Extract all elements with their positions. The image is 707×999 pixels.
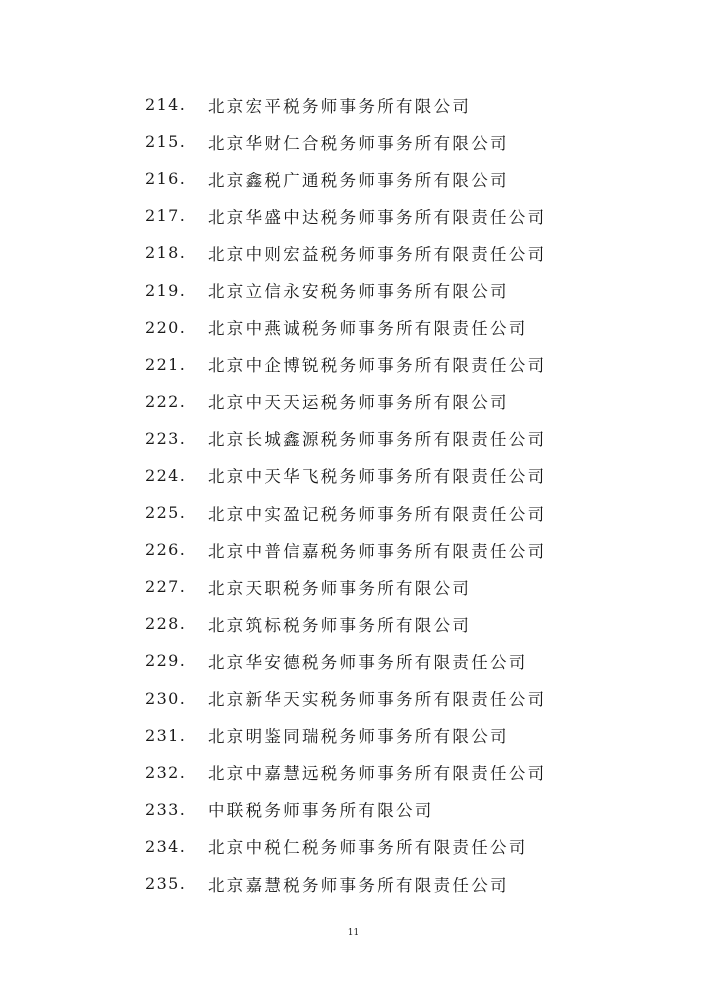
- list-item: [145, 605, 685, 642]
- item-number: 225.: [145, 503, 187, 523]
- list-item: [145, 494, 685, 531]
- list-item: [145, 865, 685, 902]
- firm-list: [145, 86, 685, 902]
- item-number: 214.: [145, 95, 187, 115]
- firm-name: 北京鑫税广通税务师事务所有限公司: [208, 170, 509, 190]
- firm-name: 北京筑标税务师事务所有限公司: [208, 615, 472, 635]
- list-item: [145, 123, 685, 160]
- list-item: [145, 531, 685, 568]
- firm-name: 北京中企博锐税务师事务所有限责任公司: [208, 356, 547, 376]
- list-item: [145, 680, 685, 717]
- item-number: 227.: [145, 577, 187, 597]
- item-number: 235.: [145, 874, 187, 894]
- item-number: 216.: [145, 169, 187, 189]
- list-item: [145, 568, 685, 605]
- item-number: 228.: [145, 614, 187, 634]
- list-item: [145, 271, 685, 308]
- item-number: 229.: [145, 651, 187, 671]
- firm-name: 北京中嘉慧远税务师事务所有限责任公司: [208, 764, 547, 784]
- firm-name: 北京长城鑫源税务师事务所有限责任公司: [208, 430, 547, 450]
- item-number: 215.: [145, 132, 187, 152]
- firm-name: 北京中普信嘉税务师事务所有限责任公司: [208, 541, 547, 561]
- firm-name: 北京中天华飞税务师事务所有限责任公司: [208, 467, 547, 487]
- item-number: 226.: [145, 540, 187, 560]
- item-number: 230.: [145, 688, 187, 708]
- list-item: [145, 717, 685, 754]
- firm-name: 北京华安德税务师事务所有限责任公司: [208, 652, 528, 672]
- item-number: 223.: [145, 428, 187, 448]
- firm-name: 北京中燕诚税务师事务所有限责任公司: [208, 319, 528, 339]
- item-number: 234.: [145, 836, 187, 856]
- firm-name: 北京立信永安税务师事务所有限公司: [208, 282, 509, 302]
- firm-name: 中联税务师事务所有限公司: [208, 801, 434, 821]
- firm-name: 北京明鉴同瑞税务师事务所有限公司: [208, 727, 509, 747]
- list-item: [145, 86, 685, 123]
- list-item: [145, 383, 685, 420]
- list-item: [145, 754, 685, 791]
- firm-name: 北京中税仁税务师事务所有限责任公司: [208, 838, 528, 858]
- firm-name: 北京华财仁合税务师事务所有限公司: [208, 133, 509, 153]
- firm-name: 北京天职税务师事务所有限公司: [208, 578, 472, 598]
- firm-name: 北京中则宏益税务师事务所有限责任公司: [208, 244, 547, 264]
- item-number: 222.: [145, 391, 187, 411]
- list-item: [145, 234, 685, 271]
- firm-name: 北京中天天运税务师事务所有限公司: [208, 393, 509, 413]
- list-item: [145, 346, 685, 383]
- firm-name: 北京华盛中达税务师事务所有限责任公司: [208, 207, 547, 227]
- list-item: [145, 828, 685, 865]
- list-item: [145, 309, 685, 346]
- item-number: 232.: [145, 762, 187, 782]
- list-item: [145, 791, 685, 828]
- item-number: 224.: [145, 465, 187, 485]
- item-number: 217.: [145, 206, 187, 226]
- firm-name: 北京嘉慧税务师事务所有限责任公司: [208, 875, 509, 895]
- item-number: 221.: [145, 354, 187, 374]
- item-number: 218.: [145, 243, 187, 263]
- list-item: [145, 160, 685, 197]
- list-item: [145, 420, 685, 457]
- list-item: [145, 197, 685, 234]
- item-number: 233.: [145, 799, 187, 819]
- page-number: 11: [347, 928, 360, 938]
- firm-name: 北京新华天实税务师事务所有限责任公司: [208, 690, 547, 710]
- item-number: 231.: [145, 725, 187, 745]
- firm-name: 北京宏平税务师事务所有限公司: [208, 96, 472, 116]
- firm-name: 北京中实盈记税务师事务所有限责任公司: [208, 504, 547, 524]
- list-item: [145, 642, 685, 679]
- item-number: 220.: [145, 317, 187, 337]
- item-number: 219.: [145, 280, 187, 300]
- list-item: [145, 457, 685, 494]
